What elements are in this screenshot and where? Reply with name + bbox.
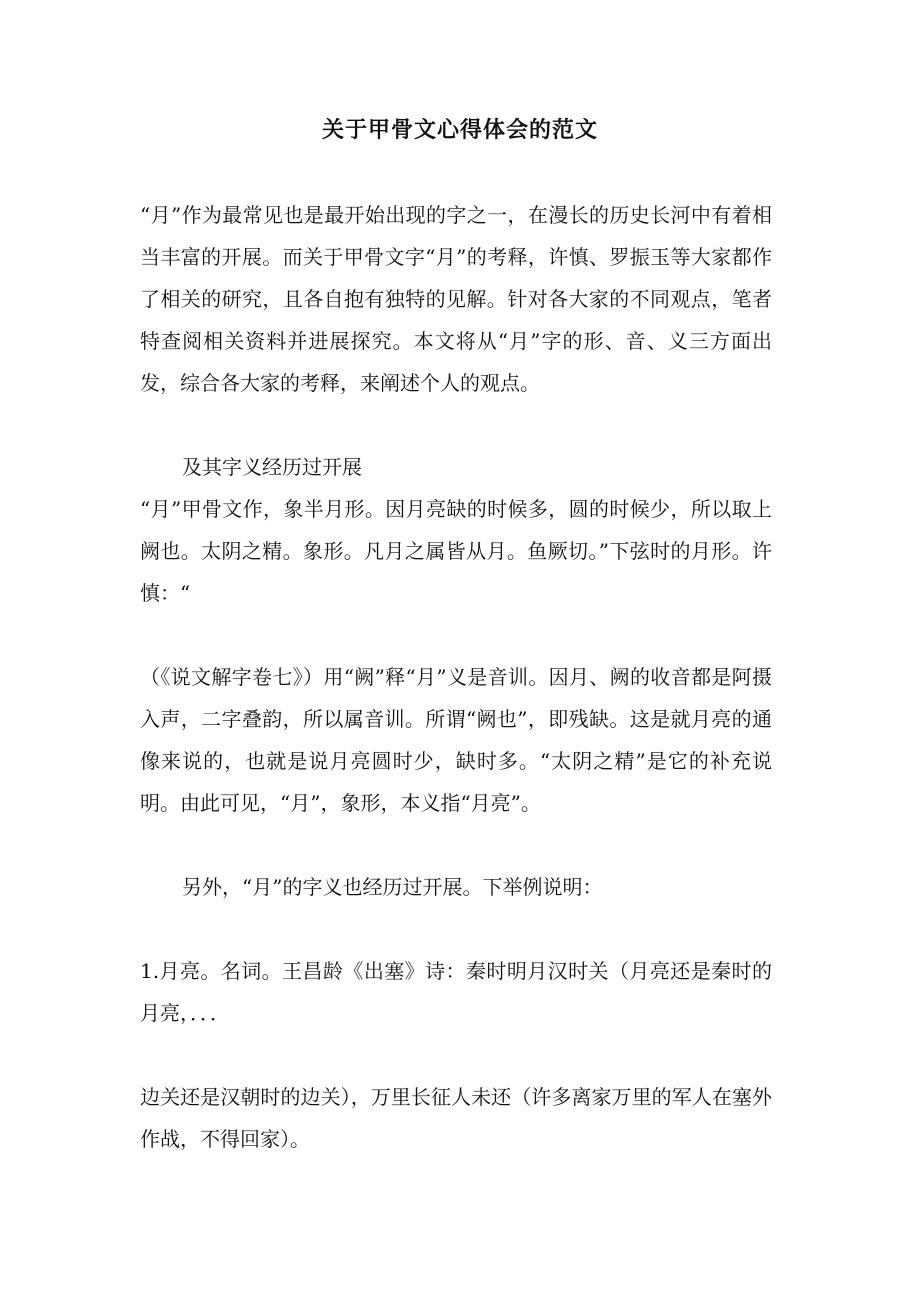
paragraph-meaning-development: 另外，“月”的字义也经历过开展。下举例说明： <box>182 875 603 899</box>
paragraph-example-1: 1.月亮。名词。王昌龄《出塞》诗：秦时明月汉时关（月亮还是秦时的月亮，．．． <box>140 959 772 1025</box>
paragraph-sound-meaning: （《说文解字卷七》）用“阙”释“月”义是音训。因月、阙的收音都是阿摄入声，二字叠韵，所以属音训。所谓“阙也”，即残缺。这是就月亮的通像来说的，也就是说月亮圆时少，缺时多。“太阴之精”是它的补充说明。由此可见，“月”，象形，本义指“月亮”。 <box>140 665 772 815</box>
paragraph-shuowen-quote: “月”甲骨文作，象半月形。因月亮缺的时候多，圆的时候少，所以取上阙也。太阴之精。象形。凡月之属皆从月。鱼厥切。”下弦时的月形。许慎：“ <box>140 497 772 605</box>
document-title: 关于甲骨文心得体会的范文 <box>321 117 598 143</box>
paragraph-example-1-continued: 边关还是汉朝时的边关），万里长征人未还（许多离家万里的军人在塞外作战，不得回家）。 <box>140 1085 772 1151</box>
paragraph-section-heading: 及其字义经历过开展 <box>182 455 362 479</box>
paragraph-intro: “月”作为最常见也是最开始出现的字之一，在漫长的历史长河中有着相当丰富的开展。而关于甲骨文字“月”的考释，许慎、罗振玉等大家都作了相关的研究，且各自抱有独特的见解。针对各大家的不同观点，笔者特查阅相关资料并进展探究。本文将从“月”字的形、音、义三方面出发，综合各大家的考释，来阐述个人的观点。 <box>140 203 772 395</box>
